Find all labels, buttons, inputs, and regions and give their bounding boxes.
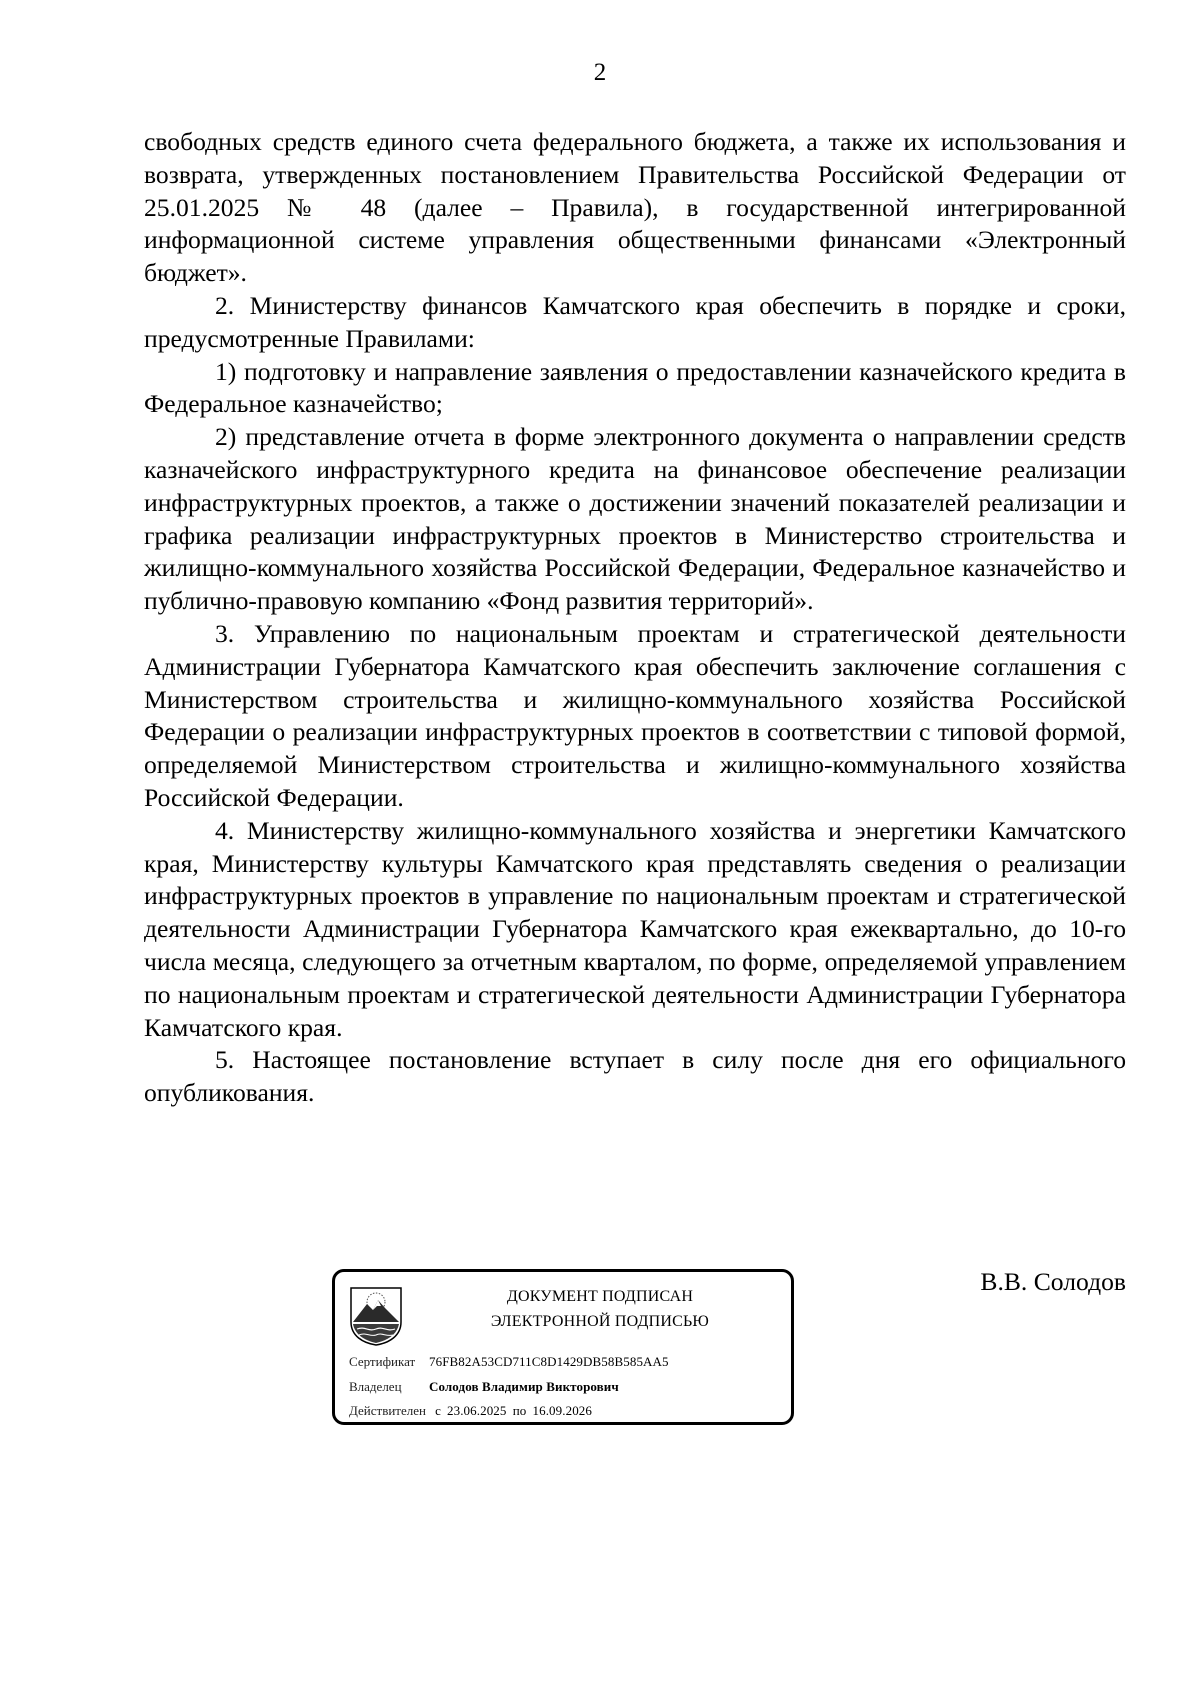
certificate-value: 76FB82A53CD711C8D1429DB58B585AA5 <box>429 1354 669 1369</box>
signer-name: В.В. Солодов <box>980 1267 1126 1296</box>
certificate-row <box>349 1353 669 1371</box>
paragraph-item-4: 4. Министерству жилищно-коммунального хозяйства и энергетики Камчатского края, Министерству культуры Камчатского края представлять сведения о реализации инфраструктурных проектов в управление по национальным проектам и стратегической деятельности Администрации Губернатора Камчатского края ежеквартально, до 10-го числа месяца, следующего за отчетным кварталом, по форме, определяемой управлением по национальным проектам и стратегической деятельности Администрации Губернатора Камчатского края. <box>144 815 1126 1042</box>
owner-row <box>349 1378 619 1396</box>
paragraph-item-2: 2. Министерству финансов Камчатского края обеспечить в порядке и сроки, предусмотренные Правилами: <box>144 290 1126 353</box>
valid-from-prefix: с <box>435 1403 441 1418</box>
certificate-label: Сертификат <box>349 1354 416 1369</box>
document-body <box>144 126 1126 1110</box>
paragraph-subitem-2: 2) представление отчета в форме электронного документа о направлении средств казначейского инфраструктурного кредита на финансовое обеспечение реализации инфраструктурных проектов, а также о достижении значений показателей реализации и графика реализации инфраструктурных проектов в Министерство строительства и жилищно-коммунального хозяйства Российской Федерации, Федеральное казначейство и публично-правовую компанию «Фонд развития территорий». <box>144 422 1126 616</box>
validity-row <box>349 1402 592 1420</box>
page-number: 2 <box>593 59 607 86</box>
paragraph-item-5: 5. Настоящее постановление вступает в силу после дня его официального опубликования. <box>144 1045 1126 1108</box>
stamp-title-line-2: ЭЛЕКТРОННОЙ ПОДПИСЬЮ <box>490 1313 710 1330</box>
paragraph-continuation: свободных средств единого счета федерального бюджета, а также их использования и возврата, утвержденных постановлением Правительства Российской Федерации от 25.01.2025 № 48 (далее – Правила), в государственной интегрированной информационной системе управления общественными финансами «Электронный бюджет». <box>144 127 1126 288</box>
kamchatka-emblem-icon <box>347 1282 405 1346</box>
validity-label: Действителен <box>349 1403 426 1418</box>
valid-from-date: 23.06.2025 <box>447 1403 507 1418</box>
electronic-signature-stamp <box>332 1269 794 1425</box>
valid-to-date: 16.09.2026 <box>532 1403 592 1418</box>
owner-label: Владелец <box>349 1379 402 1394</box>
paragraph-item-3: 3. Управлению по национальным проектам и стратегической деятельности Администрации Губернатора Камчатского края обеспечить заключение соглашения с Министерством строительства и жилищно-коммунального хозяйства Российской Федерации о реализации инфраструктурных проектов в соответствии с типовой формой, определяемой Министерством строительства и жилищно-коммунального хозяйства Российской Федерации. <box>144 618 1126 812</box>
stamp-title <box>415 1284 785 1334</box>
valid-to-prefix: по <box>512 1403 527 1418</box>
paragraph-subitem-1: 1) подготовку и направление заявления о предоставлении казначейского кредита в Федеральное казначейство; <box>144 356 1126 419</box>
owner-value: Солодов Владимир Викторович <box>429 1379 619 1394</box>
stamp-title-line-1: ДОКУМЕНТ ПОДПИСАН <box>506 1288 694 1305</box>
